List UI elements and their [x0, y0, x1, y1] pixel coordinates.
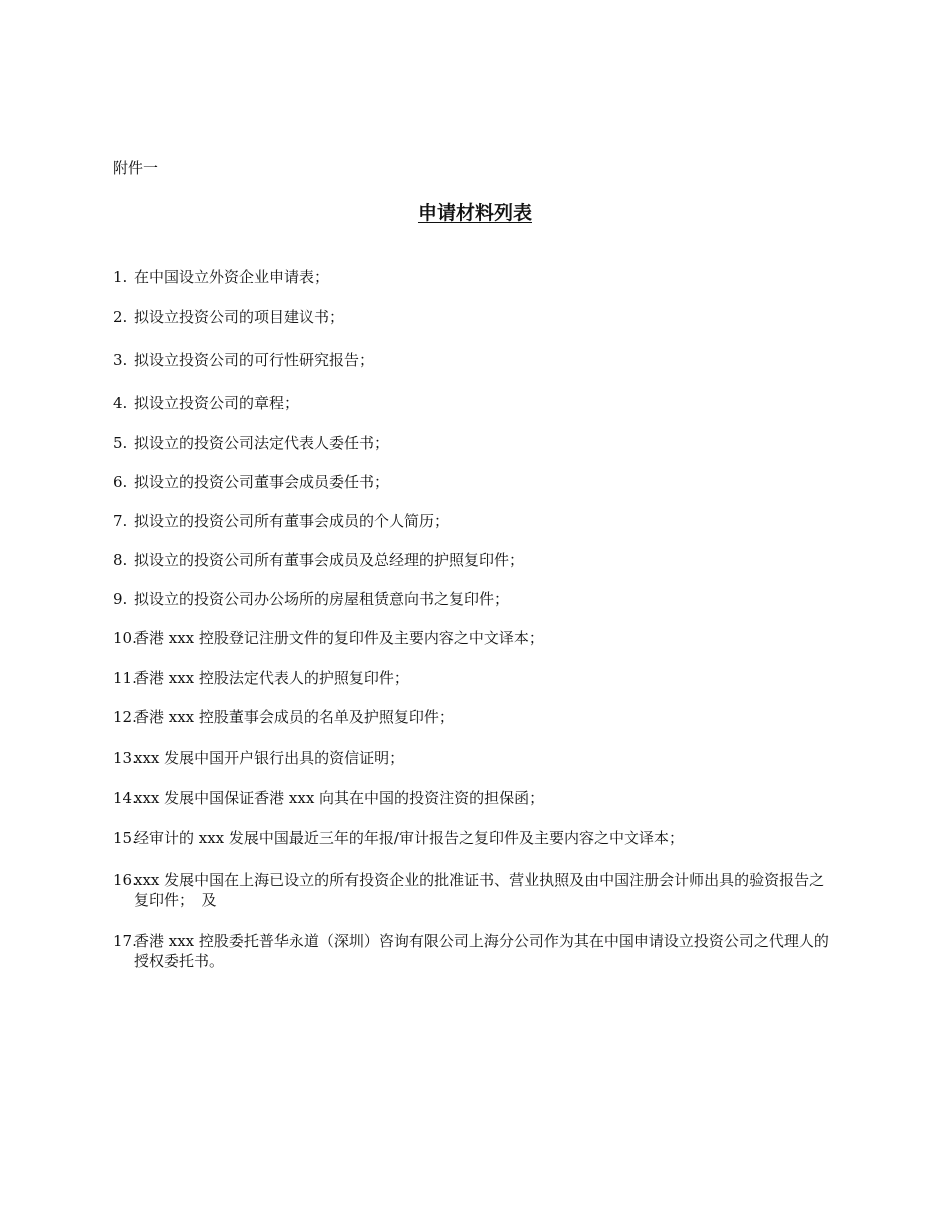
document-title-text: 申请材料列表: [417, 202, 532, 224]
list-item: [113, 931, 833, 971]
list-item-number: 8.: [113, 551, 128, 569]
list-item-text: 香港 xxx 控股委托普华永道（深圳）咨询有限公司上海分公司作为其在中国申请设立投资公司之代理人的授权委托书。: [134, 932, 829, 970]
list-item-number: 12.: [113, 708, 137, 726]
list-item: [113, 267, 833, 287]
list-item-text: 拟设立的投资公司办公场所的房屋租赁意向书之复印件；: [134, 590, 510, 608]
list-item-text: 在中国设立外资企业申请表；: [134, 268, 330, 286]
list-item-text: xxx 发展中国开户银行出具的资信证明；: [134, 749, 405, 767]
list-item: [113, 307, 833, 327]
list-item-text: 拟设立投资公司的项目建议书；: [134, 308, 345, 326]
list-item-number: 7.: [113, 512, 128, 530]
list-item-number: 6.: [113, 473, 128, 491]
list-item-number: 2.: [113, 308, 128, 326]
list-item-number: 14.: [113, 789, 137, 807]
list-item-text: 香港 xxx 控股登记注册文件的复印件及主要内容之中文译本；: [134, 629, 544, 647]
list-item-number: 17.: [113, 932, 137, 950]
list-item: [113, 707, 833, 727]
list-item-number: 10.: [113, 629, 137, 647]
list-item-number: 9.: [113, 590, 128, 608]
list-item-text: 拟设立的投资公司所有董事会成员及总经理的护照复印件；: [134, 551, 525, 569]
list-item-number: 16.: [113, 871, 137, 889]
list-item: [113, 472, 833, 492]
list-item-number: 5.: [113, 434, 128, 452]
list-item: [113, 870, 833, 910]
list-item: [113, 788, 833, 808]
list-item: [113, 350, 833, 370]
list-item-text: xxx 发展中国保证香港 xxx 向其在中国的投资注资的担保函；: [134, 789, 545, 807]
list-item: [113, 550, 833, 570]
list-item-text: xxx 发展中国在上海已设立的所有投资企业的批准证书、营业执照及由中国注册会计师出具的验资报告之复印件； 及: [134, 871, 825, 909]
list-item: [113, 828, 833, 848]
list-item-number: 4.: [113, 394, 128, 412]
list-item-text: 经审计的 xxx 发展中国最近三年的年报/审计报告之复印件及主要内容之中文译本；: [134, 829, 684, 847]
list-item: [113, 393, 833, 413]
attachment-label: 附件一: [113, 159, 159, 177]
list-item-text: 拟设立的投资公司所有董事会成员的个人简历；: [134, 512, 450, 530]
list-item: [113, 589, 833, 609]
list-item-text: 拟设立的投资公司法定代表人委任书；: [134, 434, 390, 452]
list-item-number: 3.: [113, 351, 128, 369]
list-item: [113, 433, 833, 453]
list-item-text: 香港 xxx 控股法定代表人的护照复印件；: [134, 669, 409, 687]
list-item-number: 13.: [113, 749, 137, 767]
list-item-text: 拟设立投资公司的可行性研究报告；: [134, 351, 375, 369]
list-item-text: 拟设立投资公司的章程；: [134, 394, 300, 412]
list-item-number: 11.: [113, 669, 137, 687]
list-item: [113, 511, 833, 531]
list-item: [113, 628, 833, 648]
list-item: [113, 668, 833, 688]
list-item-number: 15.: [113, 829, 137, 847]
list-item-number: 1.: [113, 268, 128, 286]
document-title: [0, 200, 950, 226]
list-item-text: 香港 xxx 控股董事会成员的名单及护照复印件；: [134, 708, 454, 726]
list-item: [113, 748, 833, 768]
list-item-text: 拟设立的投资公司董事会成员委任书；: [134, 473, 390, 491]
